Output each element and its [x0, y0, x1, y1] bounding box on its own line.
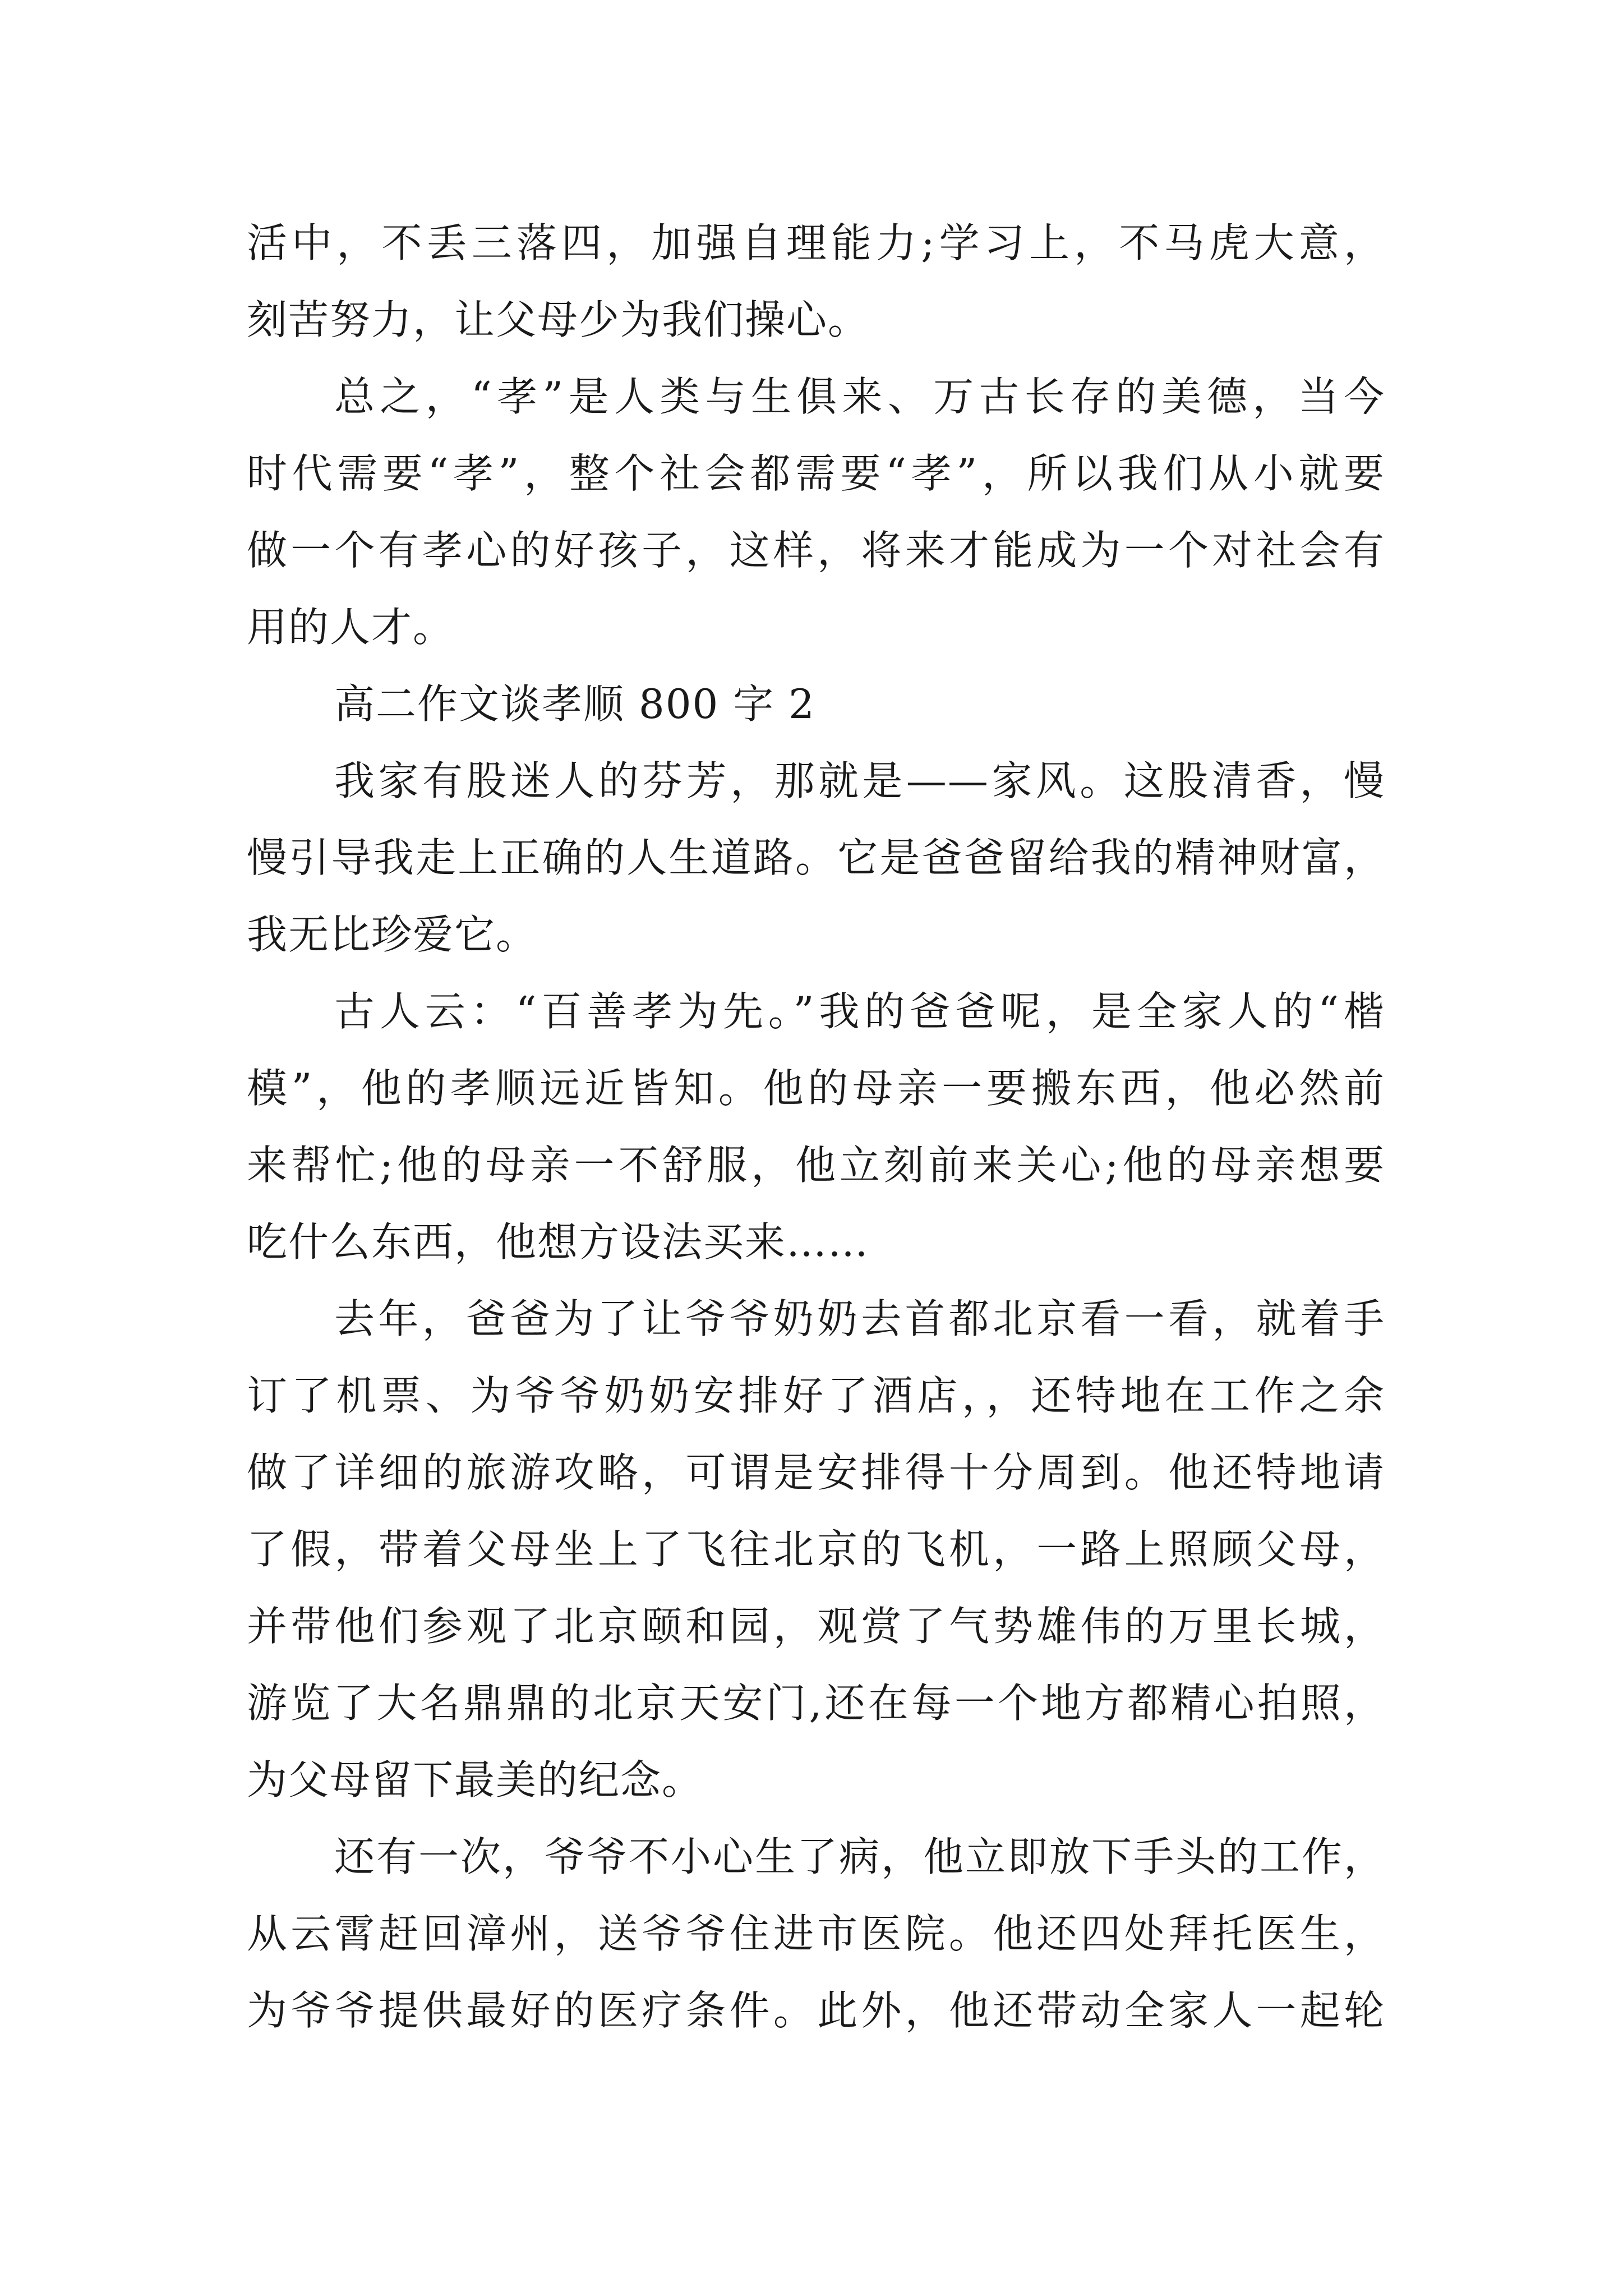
text-line: 了假，带着父母坐上了飞往北京的飞机，一路上照顾父母， — [247, 1526, 1385, 1573]
text-line: 游览了大名鼎鼎的北京天安门,还在每一个地方都精心拍照， — [247, 1680, 1385, 1727]
text-line: 用的人才。 — [247, 604, 455, 651]
text-line: 为父母留下最美的纪念。 — [247, 1756, 704, 1803]
text-line: 去年，爸爸为了让爷爷奶奶去首都北京看一看，就着手 — [334, 1295, 1385, 1342]
text-line: 为爷爷提供最好的医疗条件。此外，他还带动全家人一起轮 — [247, 1987, 1385, 2034]
paragraph — [247, 743, 1385, 973]
text-line: 做了详细的旅游攻略，可谓是安排得十分周到。他还特地请 — [247, 1449, 1385, 1496]
text-line: 我无比珍爱它。 — [247, 911, 538, 958]
paragraph — [247, 205, 1385, 358]
section-heading — [247, 666, 1385, 743]
text-line: 我家有股迷人的芬芳，那就是——家风。这股清香，慢 — [334, 757, 1385, 804]
text-line: 还有一次，爷爷不小心生了病，他立即放下手头的工作， — [334, 1833, 1385, 1880]
paragraph — [247, 1819, 1385, 2049]
text-line: 活中，不丢三落四，加强自理能力;学习上，不马虎大意， — [247, 219, 1385, 266]
text-line: 古人云：“百善孝为先。”我的爸爸呢，是全家人的“楷 — [334, 988, 1385, 1035]
paragraph — [247, 1281, 1385, 1819]
text-line: 从云霄赶回漳州，送爷爷住进市医院。他还四处拜托医生， — [247, 1910, 1385, 1957]
document-body — [247, 205, 1385, 2049]
text-line: 吃什么东西，他想方设法买来…… — [247, 1218, 870, 1266]
text-line: 做一个有孝心的好孩子，这样，将来才能成为一个对社会有 — [247, 527, 1385, 574]
heading-text: 高二作文谈孝顺 800 字 2 — [334, 680, 815, 728]
text-line: 总之，“孝”是人类与生俱来、万古长存的美德，当今 — [334, 373, 1385, 420]
text-line: 模”，他的孝顺远近皆知。他的母亲一要搬东西，他必然前 — [247, 1065, 1385, 1112]
paragraph — [247, 358, 1385, 666]
text-line: 来帮忙;他的母亲一不舒服，他立刻前来关心;他的母亲想要 — [247, 1142, 1385, 1189]
text-line: 慢引导我走上正确的人生道路。它是爸爸留给我的精神财富， — [247, 834, 1385, 881]
text-line: 时代需要“孝”，整个社会都需要“孝”，所以我们从小就要 — [247, 450, 1385, 497]
text-line: 刻苦努力，让父母少为我们操心。 — [247, 296, 870, 343]
paragraph — [247, 973, 1385, 1281]
text-line: 并带他们参观了北京颐和园，观赏了气势雄伟的万里长城， — [247, 1603, 1385, 1650]
text-line: 订了机票、为爷爷奶奶安排好了酒店，，还特地在工作之余 — [247, 1372, 1385, 1419]
